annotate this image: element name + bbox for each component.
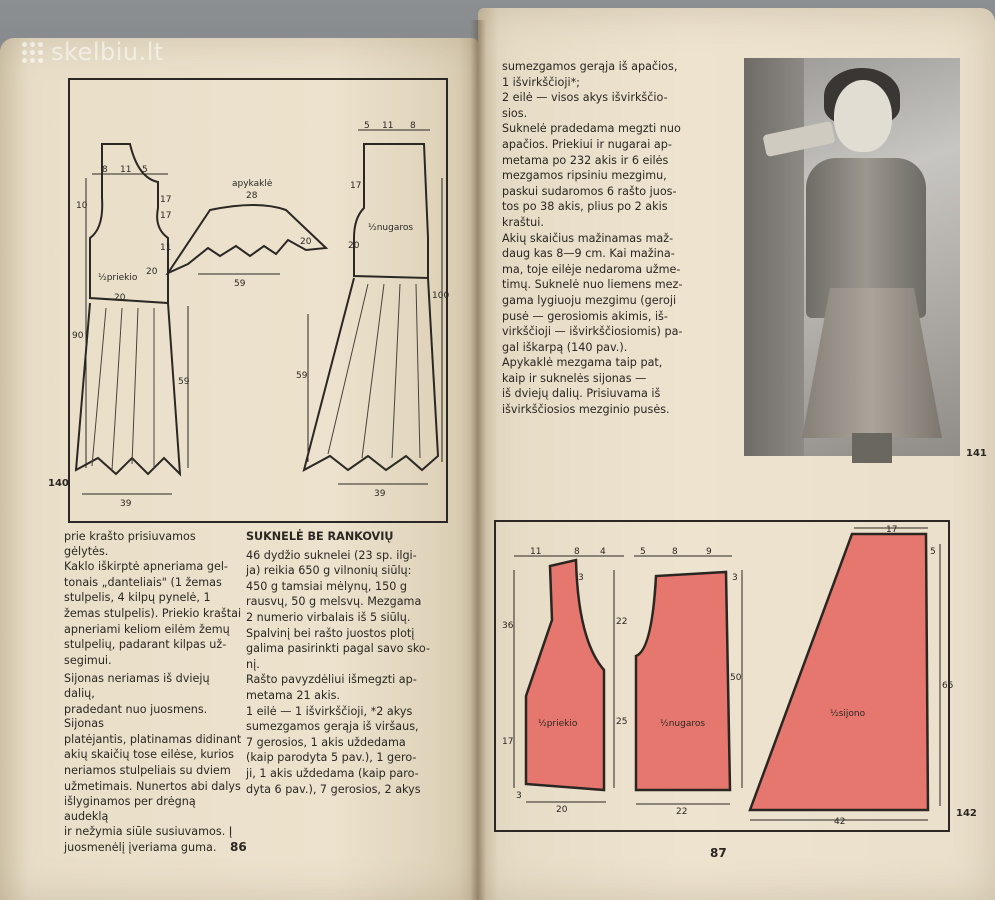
dim-label: 39	[120, 499, 132, 509]
text-line: metama 21 akis.	[246, 688, 340, 702]
right-column-text	[502, 60, 744, 419]
text-line: timų. Suknelė nuo liemens mez-	[502, 278, 683, 292]
back-half-shape	[636, 572, 730, 790]
dim-label: 8	[672, 547, 678, 557]
text-line: sumezgamos gerąja iš apačios,	[502, 60, 678, 73]
text-line: Suknelė pradedama megzti nuo	[502, 122, 681, 136]
figure-142-pattern-diagram	[494, 520, 954, 832]
dim-label: 4	[600, 547, 606, 557]
text-line: tonais „danteliais" (1 žemas	[64, 575, 222, 589]
text-line: apačios. Priekiui ir nugarai ap-	[502, 137, 672, 151]
back-bodice-outline	[354, 144, 428, 278]
dim-label: 20	[146, 267, 158, 277]
dim-label: 59	[234, 279, 246, 289]
text-line: sios.	[502, 106, 528, 120]
text-line: mezgamos ripsiniu mezgimu,	[502, 169, 667, 183]
photo-face	[834, 80, 892, 152]
text-line: ja) reikia 650 g vilnonių siūlų:	[246, 564, 412, 578]
dim-label: 17	[160, 211, 172, 221]
text-line: prie krašto prisiuvamos gėlytės.	[64, 530, 196, 558]
text-line: 46 dydžio suknelei (23 sp. ilgi-	[246, 548, 417, 562]
dim-label: 59	[296, 371, 308, 381]
text-line: Apykaklė mezgama taip pat,	[502, 356, 663, 370]
text-line: 7 gerosios, 1 akis uždedama	[246, 735, 406, 749]
text-line: pusė — gerosiomis akimis, iš-	[502, 309, 668, 323]
dim-label: 20	[556, 805, 568, 815]
dim-label: 25	[616, 717, 628, 727]
back-piece-label: ½nugaros	[368, 223, 414, 233]
text-line: 2 numerio virbalais iš 5 siūlų.	[246, 610, 411, 624]
front-half-shape	[526, 560, 604, 790]
dim-label: 8	[102, 165, 108, 175]
text-line: ir nežymia siūle susiuvamos. Į	[64, 825, 233, 839]
text-line: ji, 1 akis uždedama (kaip paro-	[246, 766, 419, 780]
dim-label: 8	[574, 547, 580, 557]
dim-label: 28	[246, 191, 258, 201]
dim-label: 17	[502, 737, 514, 747]
dim-label: 36	[502, 621, 514, 631]
dim-label: 5	[142, 165, 148, 175]
collar-label: apykaklė	[232, 179, 273, 189]
dim-label: 3	[578, 573, 584, 583]
text-line: gama lygiuoju mezgimu (geroji	[502, 293, 677, 307]
text-line: paskui sudaromos 6 rašto juos-	[502, 184, 677, 198]
dim-label: 17	[160, 195, 172, 205]
front-piece-label: ½priekio	[98, 273, 138, 283]
dim-label: 10	[76, 201, 88, 211]
text-line: Sijonas neriamas iš dviejų dalių,	[64, 672, 210, 700]
skirt-half-label: ½sijono	[830, 709, 866, 719]
woman-in-knitted-suit-photo	[744, 58, 960, 456]
text-line: 1 išvirkščioji*;	[502, 75, 580, 89]
text-line: segimui.	[64, 653, 112, 667]
back-half-label: ½nugaros	[660, 719, 706, 729]
dim-label: 5	[930, 547, 936, 557]
dim-label: 11	[160, 243, 172, 253]
text-line: Kaklo iškirptė apneriama gel-	[64, 560, 228, 574]
text-line: pradedant nuo juosmens. Sijonas	[64, 702, 208, 731]
text-line: nį.	[246, 657, 260, 671]
text-line: iš dviejų dalių. Prisiuvama iš	[502, 387, 661, 401]
section-heading: SUKNELĖ BE RANKOVIŲ	[246, 530, 394, 543]
dim-label: 50	[730, 673, 742, 683]
watermark-logo-icon	[22, 42, 43, 63]
dim-label: 42	[834, 817, 846, 827]
text-line: kaip ir suknelės sijonas —	[502, 371, 647, 385]
dim-label: 20	[348, 241, 360, 251]
dim-label: 9	[706, 547, 712, 557]
dim-label: 3	[516, 791, 522, 801]
figure-140-pattern-diagram	[68, 78, 448, 523]
text-line: Rašto pavyzdėliui išmegzti ap-	[246, 673, 417, 687]
text-line: rausvų, 50 g melsvų. Mezgama	[246, 595, 422, 609]
text-line: tos po 38 akis, plius po 2 akis	[502, 200, 668, 214]
text-line: stulpelių, padarant kilpas už-	[64, 638, 227, 652]
text-line: virkščioji — išvirkščiosiomis) pa-	[502, 325, 683, 339]
text-line: išvirkščiosios mezginio pusės.	[502, 403, 670, 417]
text-line: metama po 232 akis ir 6 eilės	[502, 153, 669, 167]
figure-140-number: 140	[48, 478, 69, 489]
text-line: dyta 6 pav.), 7 gerosios, 2 akys	[246, 782, 421, 796]
dim-label: 17	[886, 525, 898, 535]
text-line: Spalvinį bei rašto juostos plotį	[246, 626, 415, 640]
text-line: galima pasirinkti pagal savo sko-	[246, 642, 430, 656]
dim-label: 39	[374, 489, 386, 499]
text-line: ma, toje eilėje nedaroma užme-	[502, 262, 681, 276]
dim-label: 5	[640, 547, 646, 557]
dim-label: 17	[350, 181, 362, 191]
text-line: 450 g tamsiai mėlynų, 150 g	[246, 579, 407, 593]
dim-label: 90	[72, 331, 84, 341]
page-number-87: 87	[710, 846, 727, 860]
text-line: daug kas 8—9 cm. Kai mažina-	[502, 247, 675, 261]
text-line: užmetimais. Nunertos abi dalys	[64, 779, 241, 793]
dim-label: 5	[364, 121, 370, 131]
text-line: juosmenėlį įveriama guma.	[64, 840, 217, 854]
page-number-86: 86	[230, 840, 247, 854]
dim-label: 3	[732, 573, 738, 583]
front-half-label: ½priekio	[538, 719, 578, 729]
text-line: Akių skaičius mažinamas maž-	[502, 231, 674, 245]
dim-label: 59	[178, 377, 190, 387]
figure-142-number: 142	[956, 808, 977, 819]
text-line: (kaip parodyta 5 pav.), 1 gero-	[246, 751, 417, 765]
dim-label: 65	[942, 681, 954, 691]
text-line: apneriami keliom eilėm žemų	[64, 622, 230, 636]
text-line: 1 eilė — 1 išvirkščioji, *2 akys	[246, 704, 413, 718]
skirt-half-shape	[750, 534, 928, 810]
dim-label: 22	[676, 807, 688, 817]
text-line: kraštui.	[502, 215, 544, 229]
text-line: gal iškarpą (140 pav.).	[502, 340, 628, 354]
dim-label: 20	[114, 293, 126, 303]
dim-label: 100	[432, 291, 450, 301]
figure-141-number: 141	[966, 448, 987, 459]
left-column-2	[246, 530, 454, 798]
watermark	[22, 38, 164, 66]
dim-label: 11	[120, 165, 132, 175]
dim-label: 11	[382, 121, 394, 131]
photo-legs	[852, 433, 892, 463]
text-line: sumezgamos gerąja iš viršaus,	[246, 720, 419, 734]
text-line: stulpelis, 4 kilpų pynelė, 1	[64, 591, 211, 605]
left-page	[0, 38, 478, 900]
text-line: platėjantis, platinamas didinant	[64, 732, 242, 746]
text-line: 2 eilė — visos akys išvirkščio-	[502, 91, 668, 105]
dim-label: 22	[616, 617, 628, 627]
text-line: žemas stulpelis). Priekio kraštai	[64, 606, 242, 620]
book-gutter	[470, 20, 486, 900]
text-line: akių skaičių tose eilėse, kurios	[64, 748, 234, 762]
text-line: išlyginamos per drėgną audeklą	[64, 795, 196, 823]
dim-label: 11	[530, 547, 542, 557]
left-column-1	[64, 530, 242, 856]
dim-label: 8	[410, 121, 416, 131]
dim-label: 20	[300, 237, 312, 247]
photo-wall	[744, 58, 804, 456]
text-line: neriamos stulpeliais su dviem	[64, 763, 231, 777]
watermark-text: skelbiu.lt	[51, 38, 164, 66]
front-skirt-outline	[76, 303, 180, 474]
